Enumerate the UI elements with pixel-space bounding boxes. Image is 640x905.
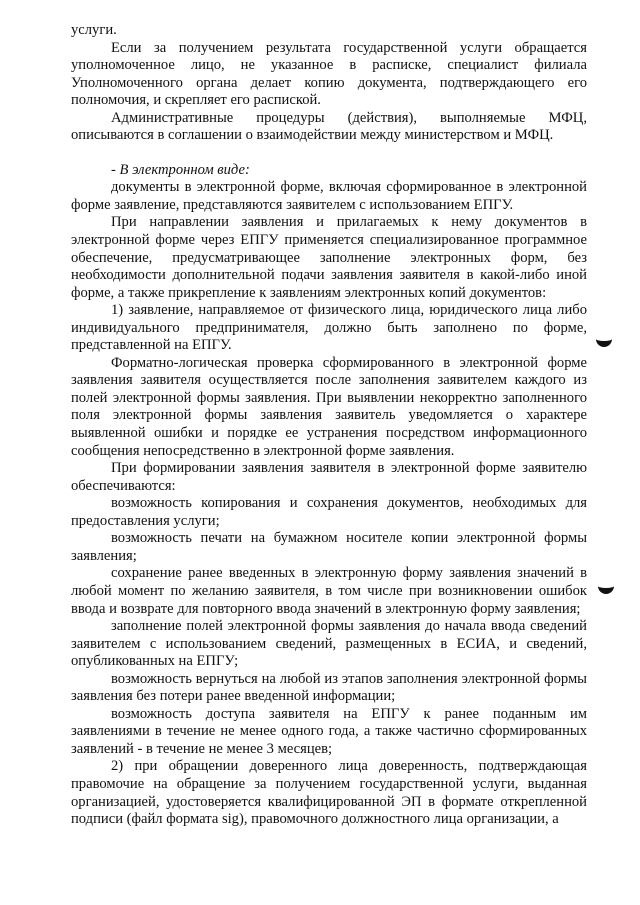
paragraph-format-check: Форматно-логическая проверка сформированного в электронной форме заявления заявителя осуществляется после заполнения заявителем каждого из полей электронной формы заявления. При выявлении некорректно заполненного поля электронной формы заявления заявитель уведомляется о характере выявленной ошибки и порядке ее устранения посредством информационного сообщения непосредственно в электронной форме заявления.: [71, 354, 587, 459]
paragraph-item-1: 1) заявление, направляемое от физического лица, юридического лица либо индивидуального предпринимателя, должно быть заполнено по форме, представленной на ЕПГУ.: [71, 302, 587, 354]
paragraph-continuation: услуги.: [71, 22, 117, 38]
paragraph-prefill: заполнение полей электронной формы заявления до начала ввода сведений заявителем с использованием сведений, размещенных в ЕСИА, и сведений, опубликованных на ЕПГУ;: [71, 618, 587, 670]
paragraph-provided-features: При формировании заявления заявителя в электронной форме заявителю обеспечиваются:: [71, 460, 587, 494]
document-body: [71, 22, 587, 829]
paragraph-return-step: возможность вернуться на любой из этапов заполнения электронной формы заявления без потери ранее введенной информации;: [71, 670, 587, 705]
paragraph-item-2: 2) при обращении доверенного лица доверенность, подтверждающая правомочие на обращение за получением государственной услуги, выданная организацией, удостоверяется квалифицированной ЭП в формате открепленной подписи (файл формата sig), правомочного должностного лица организации, а: [71, 758, 587, 828]
paragraph-printing: возможность печати на бумажном носителе копии электронной формы заявления;: [71, 530, 587, 564]
binding-hole-mark: [596, 336, 612, 347]
binding-hole-mark: [598, 583, 614, 594]
paragraph-access: возможность доступа заявителя на ЕПГУ к ранее поданным им заявлениями в течение не менее одного года, а также частично сформированных заявлений - в течение не менее 3 месяцев;: [71, 705, 587, 757]
paragraph-mfc-procedures: Административные процедуры (действия), выполняемые МФЦ, описываются в соглашении о взаимодействии между министерством и МФЦ.: [71, 109, 587, 144]
paragraph-software: При направлении заявления и прилагаемых к нему документов в электронной форме через ЕПГУ применяется специализированное программное обеспечение, предусматривающее заполнение электронных форм, без необходимости дополнительной подачи заявления заявителя в какой-либо иной форме, а также прикрепление к заявлениям электронных копий документов:: [71, 214, 587, 301]
section-heading-electronic: - В электронном виде:: [111, 161, 250, 178]
paragraph-authorized-person: Если за получением результата государственной услуги обращается уполномоченное лицо, не указанное в расписке, специалист филиала Уполномоченного органа делает копию документа, подтверждающего его полномочия, и скрепляет его распиской.: [71, 39, 587, 109]
paragraph-epgu-documents: документы в электронной форме, включая сформированное в электронной форме заявление, представляются заявителем с использованием ЕПГУ.: [71, 179, 587, 213]
paragraph-saving: сохранение ранее введенных в электронную форму заявления значений в любой момент по желанию заявителя, в том числе при возникновении ошибок ввода и возврате для повторного ввода значений в электронную форму заявления;: [71, 565, 587, 617]
paragraph-copying: возможность копирования и сохранения документов, необходимых для предоставления услуги;: [71, 495, 587, 529]
